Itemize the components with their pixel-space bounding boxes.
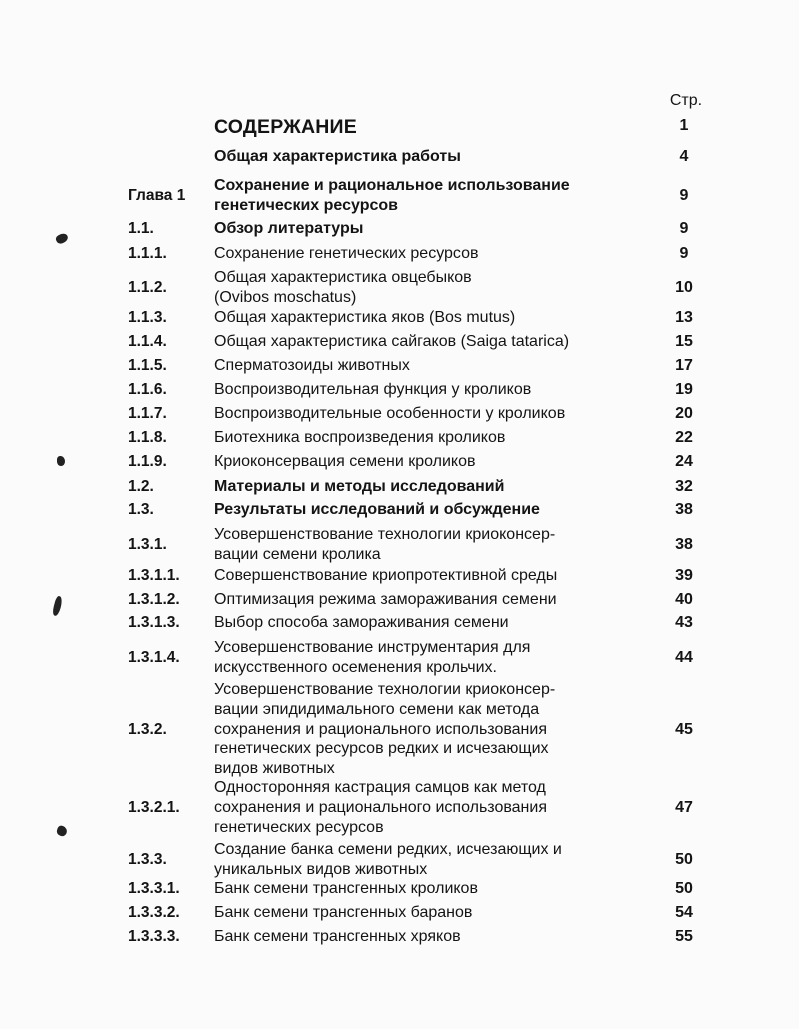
entry-page-number: 22 bbox=[675, 428, 693, 446]
entry-title-line: Сохранение и рациональное использование bbox=[214, 177, 570, 195]
entry-title bbox=[214, 477, 504, 497]
entry-page-number: 43 bbox=[675, 613, 693, 631]
entry-title-line: Усовершенствование инструментария для bbox=[214, 639, 531, 657]
entry-title bbox=[214, 428, 505, 448]
entry-number: 1.3.1.3. bbox=[128, 613, 180, 631]
entry-title bbox=[214, 525, 555, 565]
entry-title bbox=[214, 332, 569, 352]
entry-number: 1.1.3. bbox=[128, 308, 167, 326]
entry-number: 1.3.1.4. bbox=[128, 648, 180, 666]
entry-title bbox=[214, 778, 547, 837]
entry-title-line: Банк семени трансгенных хряков bbox=[214, 928, 461, 946]
entry-number: 1.3.2.1. bbox=[128, 798, 180, 816]
entry-page-number: 45 bbox=[675, 720, 693, 738]
entry-title bbox=[214, 268, 472, 308]
entry-title bbox=[214, 219, 363, 239]
entry-title bbox=[214, 308, 515, 328]
entry-title-line: Усовершенствование технологии криоконсер- bbox=[214, 526, 556, 544]
entry-page-number: 47 bbox=[675, 798, 693, 816]
entry-title-line: Результаты исследований и обсуждение bbox=[214, 501, 540, 519]
entry-title-line: генетических ресурсов bbox=[214, 818, 384, 836]
entry-title-line: генетических ресурсов редких и исчезающих bbox=[214, 740, 549, 758]
entry-page-number: 38 bbox=[675, 535, 693, 553]
entry-page-number: 24 bbox=[675, 452, 693, 470]
entry-number: 1.2. bbox=[128, 477, 154, 495]
margin-mark-icon bbox=[55, 232, 70, 246]
entry-title bbox=[214, 356, 410, 376]
entry-title-line: Биотехника воспроизведения кроликов bbox=[214, 429, 506, 447]
entry-page-number: 17 bbox=[675, 356, 693, 374]
entry-title-line: Обзор литературы bbox=[214, 220, 364, 238]
entry-title-line: Усовершенствование технологии криоконсер- bbox=[214, 681, 556, 699]
entry-page-number: 32 bbox=[675, 477, 693, 495]
entry-title-line: Воспроизводительная функция у кроликов bbox=[214, 381, 532, 399]
entry-title bbox=[214, 590, 557, 610]
entry-title-line: Общая характеристика работы bbox=[214, 148, 461, 166]
entry-page-number: 39 bbox=[675, 566, 693, 584]
entry-title bbox=[214, 613, 509, 633]
entry-number: 1.3.2. bbox=[128, 720, 167, 738]
entry-page-number: 44 bbox=[675, 648, 693, 666]
entry-page-number: 55 bbox=[675, 927, 693, 945]
entry-title bbox=[214, 147, 461, 167]
entry-number: 1.3.3.1. bbox=[128, 879, 180, 897]
entry-page-number: 54 bbox=[675, 903, 693, 921]
entry-number: 1.1.4. bbox=[128, 332, 167, 350]
entry-number: 1.1.2. bbox=[128, 278, 167, 296]
entry-number: Глава 1 bbox=[128, 186, 186, 204]
entry-number: 1.1. bbox=[128, 219, 154, 237]
entry-title bbox=[214, 680, 555, 779]
entry-title-line: Общая характеристика овцебыков bbox=[214, 269, 472, 287]
entry-title bbox=[214, 176, 570, 216]
entry-number: 1.1.6. bbox=[128, 380, 167, 398]
entry-page-number: 9 bbox=[679, 244, 689, 262]
entry-title bbox=[214, 452, 476, 472]
entry-page-number: 4 bbox=[679, 147, 689, 165]
entry-title-line: Криоконсервация семени кроликов bbox=[214, 453, 476, 471]
entry-page-number: 13 bbox=[675, 308, 693, 326]
entry-title-line: сохранения и рационального использования bbox=[214, 798, 547, 816]
entry-title bbox=[214, 879, 478, 899]
page-column-header: Стр. bbox=[669, 92, 703, 109]
entry-title-line: Односторонняя кастрация самцов как метод bbox=[214, 779, 546, 797]
entry-title bbox=[214, 380, 531, 400]
entry-title-line: Создание банка семени редких, исчезающих и bbox=[214, 841, 562, 859]
entry-title-line: Сохранение генетических ресурсов bbox=[214, 245, 479, 263]
entry-number: 1.1.5. bbox=[128, 356, 167, 374]
entry-title-line: Банк семени трансгенных кроликов bbox=[214, 880, 478, 898]
entry-number: 1.3. bbox=[128, 500, 154, 518]
entry-title bbox=[214, 244, 478, 264]
entry-title-line: Воспроизводительные особенности у кроликов bbox=[214, 405, 566, 423]
entry-title bbox=[214, 566, 557, 586]
entry-title-line: Общая характеристика яков (Bos mutus) bbox=[214, 309, 516, 327]
entry-title-line: Материалы и методы исследований bbox=[214, 478, 505, 496]
margin-mark-icon bbox=[56, 825, 69, 838]
entry-number: 1.3.1.1. bbox=[128, 566, 180, 584]
entry-number: 1.3.3.3. bbox=[128, 927, 180, 945]
entry-page-number: 15 bbox=[675, 332, 693, 350]
entry-number: 1.3.1. bbox=[128, 535, 167, 553]
entry-page-number: 9 bbox=[679, 219, 689, 237]
entry-title-line: Банк семени трансгенных баранов bbox=[214, 904, 473, 922]
entry-title-line: генетических ресурсов bbox=[214, 196, 398, 214]
entry-title-line: Совершенствование криопротективной среды bbox=[214, 567, 558, 585]
entry-number: 1.1.1. bbox=[128, 244, 167, 262]
entry-title bbox=[214, 638, 530, 678]
entry-title-line: Общая характеристика сайгаков (Saiga tatarica) bbox=[214, 333, 570, 351]
entry-number: 1.3.3.2. bbox=[128, 903, 180, 921]
entry-title-line: Сперматозоиды животных bbox=[214, 357, 410, 375]
entry-title-line: уникальных видов животных bbox=[214, 860, 428, 878]
entry-title-line: (Ovibos moschatus) bbox=[214, 288, 357, 306]
entry-number: 1.3.3. bbox=[128, 850, 167, 868]
margin-mark-icon bbox=[57, 456, 65, 466]
entry-title bbox=[214, 903, 472, 923]
entry-page-number: 19 bbox=[675, 380, 693, 398]
toc-title-page: 1 bbox=[679, 117, 689, 134]
entry-page-number: 50 bbox=[675, 879, 693, 897]
entry-page-number: 10 bbox=[675, 278, 693, 296]
entry-title-line: вации эпидидимального семени как метода bbox=[214, 700, 540, 718]
entry-number: 1.1.7. bbox=[128, 404, 167, 422]
entry-page-number: 50 bbox=[675, 850, 693, 868]
entry-title-line: видов животных bbox=[214, 760, 335, 778]
entry-number: 1.3.1.2. bbox=[128, 590, 180, 608]
margin-mark-icon bbox=[52, 595, 64, 616]
entry-title-line: сохранения и рационального использования bbox=[214, 720, 547, 738]
entry-title-line: Выбор способа замораживания семени bbox=[214, 614, 509, 632]
entry-title bbox=[214, 927, 461, 947]
entry-title bbox=[214, 500, 540, 520]
entry-title bbox=[214, 840, 562, 880]
entry-title-line: искусственного осеменения крольчих. bbox=[214, 658, 497, 676]
entry-page-number: 9 bbox=[679, 186, 689, 204]
entry-page-number: 40 bbox=[675, 590, 693, 608]
toc-title: СОДЕРЖАНИЕ bbox=[214, 116, 357, 138]
entry-title-line: Оптимизация режима замораживания семени bbox=[214, 591, 557, 609]
entry-title bbox=[214, 404, 565, 424]
entry-page-number: 20 bbox=[675, 404, 693, 422]
entry-number: 1.1.8. bbox=[128, 428, 167, 446]
entry-number: 1.1.9. bbox=[128, 452, 167, 470]
entry-page-number: 38 bbox=[675, 500, 693, 518]
entry-title-line: вации семени кролика bbox=[214, 545, 381, 563]
